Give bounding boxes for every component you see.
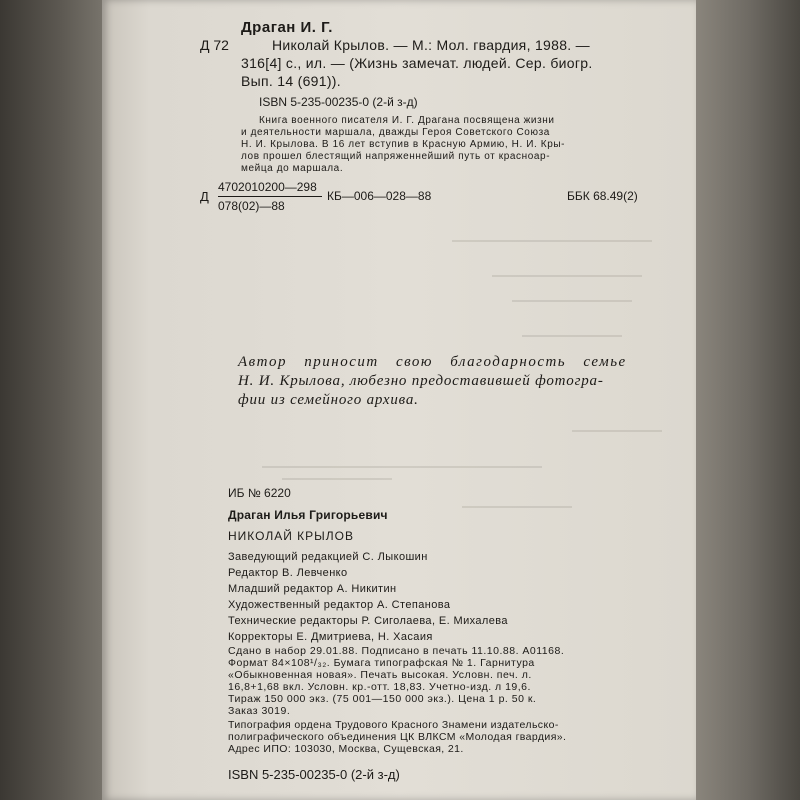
catalog-index: Д 72 (200, 37, 229, 53)
fraction-bar (218, 196, 322, 197)
bib-line-3: Вып. 14 (691)). (241, 73, 341, 89)
classification-letter: Д (200, 189, 209, 204)
printer-line-3: Адрес ИПО: 103030, Москва, Сущевская, 21. (228, 743, 464, 755)
bib-line-1: Николай Крылов. — М.: Мол. гвардия, 1988. — (272, 37, 590, 53)
print-detail-3: «Обыкновенная новая». Печать высокая. Условн. печ. л. (228, 669, 532, 681)
staff-line-5: Технические редакторы Р. Сиголаева, Е. Михалева (228, 615, 508, 627)
author-heading: Драган И. Г. (241, 19, 333, 36)
annotation-line-3: Н. И. Крылова. В 16 лет вступив в Красную Армию, Н. И. Кры- (241, 139, 566, 150)
ack-line-1: Автор приносит свою благодарность семье (238, 354, 627, 370)
staff-line-2: Редактор В. Левченко (228, 567, 348, 579)
ack-line-3: фии из семейного архива. (238, 392, 419, 408)
bbk-code: ББК 68.49(2) (567, 189, 638, 203)
classification-denominator: 078(02)—88 (218, 199, 285, 213)
bib-line-2: 316[4] с., ил. — (Жизнь замечат. людей. Сер. биогр. (241, 55, 593, 71)
annotation-line-2: и деятельности маршала, дважды Героя Советского Союза (241, 127, 550, 138)
ack-line-2: Н. И. Крылова, любезно предоставившей фотогра- (238, 373, 604, 389)
background-left (0, 0, 102, 800)
print-detail-1: Сдано в набор 29.01.88. Подписано в печать 11.10.88. А01168. (228, 645, 565, 657)
ib-number: ИБ № 6220 (228, 486, 291, 500)
print-detail-5: Тираж 150 000 экз. (75 001—150 000 экз.). Цена 1 р. 50 к. (228, 693, 537, 705)
imprint-title: НИКОЛАЙ КРЫЛОВ (228, 529, 355, 543)
print-detail-4: 16,8+1,68 вкл. Условн. кр.-отт. 18,83. Учетно-изд. л 19,6. (228, 681, 531, 693)
print-detail-2: Формат 84×108¹/₃₂. Бумага типографская № 1. Гарнитура (228, 657, 535, 669)
classification-numerator: 4702010200—298 (218, 180, 317, 194)
staff-line-3: Младший редактор А. Никитин (228, 583, 397, 595)
background-right (696, 0, 800, 800)
author-full-name: Драган Илья Григорьевич (228, 508, 388, 522)
classification-code: КБ—006—028—88 (327, 189, 432, 203)
book-page (102, 0, 696, 800)
printer-line-2: полиграфического объединения ЦК ВЛКСМ «Молодая гвардия». (228, 731, 567, 743)
footer-isbn: ISBN 5-235-00235-0 (2-й з-д) (228, 767, 400, 782)
printer-line-1: Типография ордена Трудового Красного Знамени издательско- (228, 719, 559, 731)
annotation-line-5: мейца до маршала. (241, 163, 344, 174)
staff-line-1: Заведующий редакцией С. Лыкошин (228, 551, 428, 563)
print-detail-6: Заказ 3019. (228, 705, 291, 717)
staff-line-6: Корректоры Е. Дмитриева, Н. Хасаия (228, 631, 433, 643)
annotation-line-4: лов прошел блестящий напряженнейший путь от красноар- (241, 151, 551, 162)
staff-line-4: Художественный редактор А. Степанова (228, 599, 451, 611)
header-isbn: ISBN 5-235-00235-0 (2-й з-д) (259, 95, 418, 109)
annotation-line-1: Книга военного писателя И. Г. Драгана посвящена жизни (259, 115, 555, 126)
